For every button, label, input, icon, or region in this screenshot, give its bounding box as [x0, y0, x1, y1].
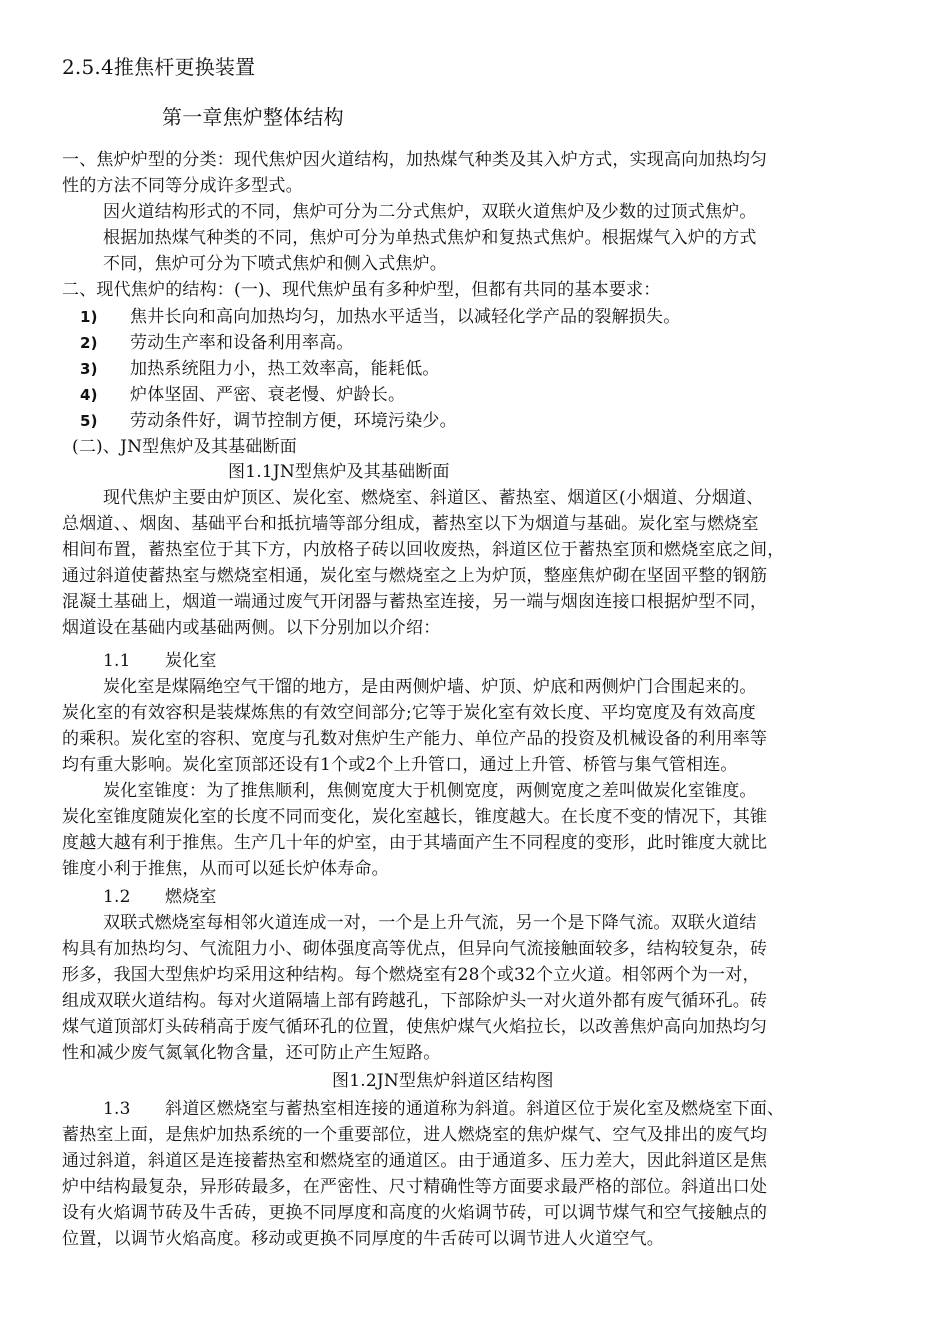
list-item	[80, 331, 354, 355]
paragraph-line: 度越大越有利于推焦。生产几十年的炉室，由于其墙面产生不同程度的变形，此时锥度大就比	[62, 833, 768, 853]
figure-caption: 图1.1JN型焦炉及其基础断面	[228, 462, 450, 482]
paragraph-line: 煤气道顶部灯头砖稍高于废气循环孔的位置，使焦炉煤气火焰拉长，以改善焦炉高向加热均匀	[62, 1017, 768, 1037]
chapter-title: 第一章焦炉整体结构	[162, 105, 344, 129]
paragraph-line: 通过斜道使蓄热室与燃烧室相通，炭化室与燃烧室之上为炉顶，整座焦炉砌在坚固平整的钢筋	[62, 566, 768, 586]
paragraph-line: 性和减少废气氮氧化物含量，还可防止产生短路。	[62, 1043, 441, 1063]
subsection-heading: 1.2 燃烧室	[103, 887, 217, 907]
paragraph-line: 二、现代焦炉的结构：(一)、现代焦炉虽有多种炉型，但都有共同的基本要求：	[62, 280, 661, 300]
paragraph-line: 一、焦炉炉型的分类：现代焦炉因火道结构，加热煤气种类及其入炉方式，实现高向加热均匀	[62, 150, 768, 170]
list-item	[80, 383, 405, 407]
paragraph-line: 的乘积。炭化室的容积、宽度与孔数对焦炉生产能力、单位产品的投资及机械设备的利用率等	[62, 729, 768, 749]
paragraph-line: 混凝土基础上，烟道一端通过废气开闭器与蓄热室连接，另一端与烟囱连接口根据炉型不同，	[62, 592, 768, 612]
paragraph-line: 炭化室的有效容积是装煤炼焦的有效空间部分;它等于炭化室有效长度、平均宽度及有效高度	[62, 703, 756, 723]
paragraph-line: 根据加热煤气种类的不同，焦炉可分为单热式焦炉和复热式焦炉。根据煤气入炉的方式	[103, 228, 757, 248]
list-text: 炉体坚固、严密、衰老慢、炉龄长。	[130, 385, 406, 405]
paragraph-line: 炉中结构最复杂，异形砖最多，在严密性、尺寸精确性等方面要求最严格的部位。斜道出口处	[62, 1177, 768, 1197]
paragraph-line: 设有火焰调节砖及牛舌砖，更换不同厚度和高度的火焰调节砖，可以调节煤气和空气接触点的	[62, 1203, 768, 1223]
list-number: 3)	[80, 360, 98, 378]
paragraph-line: 均有重大影响。炭化室顶部还设有1个或2个上升管口，通过上升管、桥管与集气管相连。	[62, 755, 738, 775]
paragraph-line: 组成双联火道结构。每对火道隔墙上部有跨越孔，下部除炉头一对火道外都有废气循环孔。砖	[62, 991, 768, 1011]
list-number: 1)	[80, 308, 98, 326]
paragraph-line: 总烟道、、烟囱、基础平台和抵抗墙等部分组成，蓄热室以下为烟道与基础。炭化室与燃烧室	[62, 514, 759, 534]
paragraph-line: 因火道结构形式的不同，焦炉可分为二分式焦炉，双联火道焦炉及少数的过顶式焦炉。	[103, 202, 757, 222]
paragraph-line: 锥度小利于推焦，从而可以延长炉体寿命。	[62, 859, 389, 879]
list-text: 劳动条件好，调节控制方便，环境污染少。	[130, 411, 457, 431]
paragraph-line: 炭化室是煤隔绝空气干馏的地方，是由两侧炉墙、炉顶、炉底和两侧炉门合围起来的。	[103, 677, 757, 697]
paragraph-line: 蓄热室上面，是焦炉加热系统的一个重要部位，进人燃烧室的焦炉煤气、空气及排出的废气均	[62, 1125, 768, 1145]
figure-caption: 图1.2JN型焦炉斜道区结构图	[332, 1071, 554, 1091]
section-heading: 2.5.4推焦杆更换装置	[62, 55, 256, 79]
paragraph-line: 构具有加热均匀、气流阻力小、砌体强度高等优点，但异向气流接触面较多，结构较复杂，砖	[62, 939, 768, 959]
list-text: 加热系统阻力小，热工效率高，能耗低。	[130, 359, 440, 379]
paragraph-line: 炭化室锥度：为了推焦顺利，焦侧宽度大于机侧宽度，两侧宽度之差叫做炭化室锥度。	[103, 781, 757, 801]
subsection-heading: 1.1 炭化室	[103, 651, 217, 671]
paragraph-line: 位置，以调节火焰高度。移动或更换不同厚度的牛舌砖可以调节进人火道空气。	[62, 1229, 664, 1249]
list-item	[80, 409, 457, 433]
list-text: 劳动生产率和设备利用率高。	[130, 333, 354, 353]
paragraph-line: 双联式燃烧室每相邻火道连成一对，一个是上升气流，另一个是下降气流。双联火道结	[103, 913, 757, 933]
paragraph-line: 1.3 斜道区燃烧室与蓄热室相连接的通道称为斜道。斜道区位于炭化室及燃烧室下面、	[103, 1099, 785, 1119]
list-number: 4)	[80, 386, 98, 404]
paragraph-line: 烟道设在基础内或基础两侧。以下分别加以介绍：	[62, 618, 441, 638]
list-item	[80, 305, 680, 329]
list-text: 焦井长向和高向加热均匀，加热水平适当，以减轻化学产品的裂解损失。	[130, 307, 681, 327]
list-item	[80, 357, 440, 381]
paragraph-line: 相间布置，蓄热室位于其下方，内放格子砖以回收废热，斜道区位于蓄热室顶和燃烧室底之间，	[62, 540, 785, 560]
paragraph-line: 不同，焦炉可分为下喷式焦炉和侧入式焦炉。	[103, 254, 447, 274]
paragraph-line: 形多，我国大型焦炉均采用这种结构。每个燃烧室有28个或32个立火道。相邻两个为一对，	[62, 965, 760, 985]
list-number: 2)	[80, 334, 98, 352]
paragraph-line: 现代焦炉主要由炉顶区、炭化室、燃烧室、斜道区、蓄热室、烟道区(小烟道、分烟道、	[103, 488, 764, 508]
list-number: 5)	[80, 412, 98, 430]
paragraph-line: 性的方法不同等分成许多型式。	[62, 176, 303, 196]
paragraph-line: 通过斜道，斜道区是连接蓄热室和燃烧室的通道区。由于通道多、压力差大，因此斜道区是焦	[62, 1151, 768, 1171]
subsection-heading: (二)、JN型焦炉及其基础断面	[72, 437, 297, 457]
paragraph-line: 炭化室锥度随炭化室的长度不同而变化，炭化室越长，锥度越大。在长度不变的情况下，其锥	[62, 807, 768, 827]
